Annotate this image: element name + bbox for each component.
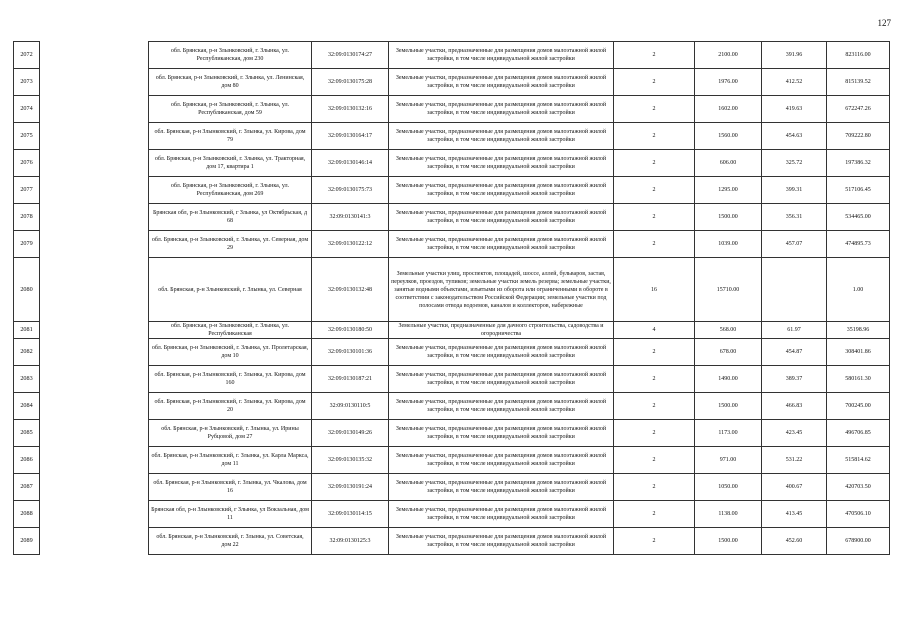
area-cell: 1050.00 bbox=[695, 474, 762, 501]
cadastral-value-cell: 823116.00 bbox=[827, 42, 890, 69]
area-cell: 1295.00 bbox=[695, 177, 762, 204]
cadastral-number-cell: 32:09:0130122:12 bbox=[312, 231, 389, 258]
group-cell: 2 bbox=[614, 393, 695, 420]
cadastral-number-cell: 32:09:0130175:28 bbox=[312, 69, 389, 96]
group-cell: 2 bbox=[614, 42, 695, 69]
spacer-cell bbox=[40, 366, 149, 393]
group-cell: 2 bbox=[614, 339, 695, 366]
area-cell: 971.00 bbox=[695, 447, 762, 474]
land-use-cell: Земельные участки, предназначенные для размещения домов малоэтажной жилой застройки, в том числе индивидуальной жилой застройки bbox=[389, 42, 614, 69]
land-use-cell: Земельные участки, предназначенные для размещения домов малоэтажной жилой застройки, в том числе индивидуальной жилой застройки bbox=[389, 447, 614, 474]
area-cell: 1500.00 bbox=[695, 204, 762, 231]
spacer-cell bbox=[40, 42, 149, 69]
address-cell: обл. Брянская, р-н Злынковский, г. Злынка, ул. Республиканская, дом 269 bbox=[149, 177, 312, 204]
row-number-cell: 2078 bbox=[14, 204, 40, 231]
specific-value-cell: 452.60 bbox=[762, 528, 827, 555]
group-cell: 2 bbox=[614, 69, 695, 96]
area-cell: 1500.00 bbox=[695, 528, 762, 555]
area-cell: 1602.00 bbox=[695, 96, 762, 123]
spacer-cell bbox=[40, 339, 149, 366]
area-cell: 606.00 bbox=[695, 150, 762, 177]
cadastral-value-cell: 700245.00 bbox=[827, 393, 890, 420]
specific-value-cell: 454.63 bbox=[762, 123, 827, 150]
group-cell: 2 bbox=[614, 474, 695, 501]
cadastral-number-cell: 32:09:0130174:27 bbox=[312, 42, 389, 69]
cadastral-value-cell: 580161.30 bbox=[827, 366, 890, 393]
table-body bbox=[14, 42, 890, 555]
area-cell: 1490.00 bbox=[695, 366, 762, 393]
group-cell: 2 bbox=[614, 420, 695, 447]
specific-value-cell: 399.31 bbox=[762, 177, 827, 204]
group-cell: 2 bbox=[614, 96, 695, 123]
table-row bbox=[14, 366, 890, 393]
address-cell: обл. Брянская, р-н Злынковский, г. Злынка, ул. Северная, дом 29 bbox=[149, 231, 312, 258]
spacer-cell bbox=[40, 447, 149, 474]
cadastral-value-cell: 496706.85 bbox=[827, 420, 890, 447]
cadastral-value-cell: 678900.00 bbox=[827, 528, 890, 555]
specific-value-cell: 413.45 bbox=[762, 501, 827, 528]
spacer-cell bbox=[40, 96, 149, 123]
table-row bbox=[14, 501, 890, 528]
group-cell: 2 bbox=[614, 366, 695, 393]
land-use-cell: Земельные участки, предназначенные для размещения домов малоэтажной жилой застройки, в том числе индивидуальной жилой застройки bbox=[389, 339, 614, 366]
area-cell: 15710.00 bbox=[695, 258, 762, 322]
group-cell: 2 bbox=[614, 447, 695, 474]
area-cell: 1500.00 bbox=[695, 393, 762, 420]
cadastral-value-cell: 515814.62 bbox=[827, 447, 890, 474]
group-cell: 4 bbox=[614, 322, 695, 339]
table-row bbox=[14, 258, 890, 322]
land-use-cell: Земельные участки, предназначенные для размещения домов малоэтажной жилой застройки, в том числе индивидуальной жилой застройки bbox=[389, 366, 614, 393]
spacer-cell bbox=[40, 258, 149, 322]
cadastral-number-cell: 32:09:0130125:3 bbox=[312, 528, 389, 555]
spacer-cell bbox=[40, 393, 149, 420]
address-cell: Брянская обл, р-н Злынковский, г Злынка, ул Октябрьская, д 68 bbox=[149, 204, 312, 231]
land-use-cell: Земельные участки, предназначенные для дачного строительства, садоводства и огородничества bbox=[389, 322, 614, 339]
specific-value-cell: 531.22 bbox=[762, 447, 827, 474]
row-number-cell: 2086 bbox=[14, 447, 40, 474]
cadastral-number-cell: 32:09:0130146:14 bbox=[312, 150, 389, 177]
area-cell: 1173.00 bbox=[695, 420, 762, 447]
land-use-cell: Земельные участки, предназначенные для размещения домов малоэтажной жилой застройки, в том числе индивидуальной жилой застройки bbox=[389, 474, 614, 501]
row-number-cell: 2072 bbox=[14, 42, 40, 69]
row-number-cell: 2073 bbox=[14, 69, 40, 96]
specific-value-cell: 389.37 bbox=[762, 366, 827, 393]
row-number-cell: 2084 bbox=[14, 393, 40, 420]
cadastral-value-cell: 815139.52 bbox=[827, 69, 890, 96]
group-cell: 2 bbox=[614, 501, 695, 528]
cadastral-number-cell: 32:09:0130187:21 bbox=[312, 366, 389, 393]
land-use-cell: Земельные участки улиц, проспектов, площадей, шоссе, аллей, бульваров, застав, переулков, проездов, тупиков; земельные участки земель резерва; земельные участки, занятые водными объектами, изъятыми из оборота или ограниченными в обороте в соответствии с законодательством Российской Федерации; земельные участки под полосами отвода водоемов, каналов и коллекторов, набережные bbox=[389, 258, 614, 322]
address-cell: обл. Брянская, р-н Злынковский, г. Злынка, ул. Кирова, дом 160 bbox=[149, 366, 312, 393]
address-cell: обл. Брянская, р-н Злынковский, г. Злынка, ул. Ирины Рубцовой, дом 27 bbox=[149, 420, 312, 447]
table-row bbox=[14, 123, 890, 150]
land-use-cell: Земельные участки, предназначенные для размещения домов малоэтажной жилой застройки, в том числе индивидуальной жилой застройки bbox=[389, 69, 614, 96]
cadastral-value-cell: 35198.96 bbox=[827, 322, 890, 339]
land-use-cell: Земельные участки, предназначенные для размещения домов малоэтажной жилой застройки, в том числе индивидуальной жилой застройки bbox=[389, 501, 614, 528]
table-row bbox=[14, 322, 890, 339]
spacer-cell bbox=[40, 420, 149, 447]
table-row bbox=[14, 393, 890, 420]
row-number-cell: 2082 bbox=[14, 339, 40, 366]
spacer-cell bbox=[40, 501, 149, 528]
cadastral-value-cell: 517106.45 bbox=[827, 177, 890, 204]
address-cell: обл. Брянская, р-н Злынковский, г. Злынка, ул. Карла Маркса, дом 11 bbox=[149, 447, 312, 474]
spacer-cell bbox=[40, 69, 149, 96]
land-use-cell: Земельные участки, предназначенные для размещения домов малоэтажной жилой застройки, в том числе индивидуальной жилой застройки bbox=[389, 96, 614, 123]
cadastral-number-cell: 32:09:0130101:36 bbox=[312, 339, 389, 366]
cadastral-number-cell: 32:09:0130149:26 bbox=[312, 420, 389, 447]
land-use-cell: Земельные участки, предназначенные для размещения домов малоэтажной жилой застройки, в том числе индивидуальной жилой застройки bbox=[389, 150, 614, 177]
address-cell: обл. Брянская, р-н Злынковский, г. Злынка, ул. Чкалова, дом 16 bbox=[149, 474, 312, 501]
cadastral-value-table bbox=[13, 41, 890, 555]
cadastral-value-cell: 672247.26 bbox=[827, 96, 890, 123]
table-row bbox=[14, 42, 890, 69]
row-number-cell: 2074 bbox=[14, 96, 40, 123]
table-row bbox=[14, 204, 890, 231]
address-cell: обл. Брянская, р-н Злынковский, г. Злынка, ул. Республиканская bbox=[149, 322, 312, 339]
address-cell: обл. Брянская, р-н Злынковский, г. Злынка, ул. Кирова, дом 20 bbox=[149, 393, 312, 420]
cadastral-number-cell: 32:09:0130180:50 bbox=[312, 322, 389, 339]
specific-value-cell bbox=[762, 258, 827, 322]
land-use-cell: Земельные участки, предназначенные для размещения домов малоэтажной жилой застройки, в том числе индивидуальной жилой застройки bbox=[389, 393, 614, 420]
spacer-cell bbox=[40, 150, 149, 177]
specific-value-cell: 356.31 bbox=[762, 204, 827, 231]
row-number-cell: 2079 bbox=[14, 231, 40, 258]
spacer-cell bbox=[40, 204, 149, 231]
table-row bbox=[14, 420, 890, 447]
cadastral-number-cell: 32:09:0130175:73 bbox=[312, 177, 389, 204]
row-number-cell: 2081 bbox=[14, 322, 40, 339]
page-number: 127 bbox=[877, 18, 891, 28]
table-row bbox=[14, 447, 890, 474]
address-cell: обл. Брянская, р-н Злынковский, г. Злынка, ул. Республиканская, дом 230 bbox=[149, 42, 312, 69]
specific-value-cell: 457.07 bbox=[762, 231, 827, 258]
cadastral-value-cell: 470506.10 bbox=[827, 501, 890, 528]
land-use-cell: Земельные участки, предназначенные для размещения домов малоэтажной жилой застройки, в том числе индивидуальной жилой застройки bbox=[389, 528, 614, 555]
table-row bbox=[14, 231, 890, 258]
area-cell: 1039.00 bbox=[695, 231, 762, 258]
spacer-cell bbox=[40, 322, 149, 339]
area-cell: 2100.00 bbox=[695, 42, 762, 69]
group-cell: 2 bbox=[614, 528, 695, 555]
spacer-cell bbox=[40, 528, 149, 555]
row-number-cell: 2087 bbox=[14, 474, 40, 501]
row-number-cell: 2088 bbox=[14, 501, 40, 528]
area-cell: 1976.00 bbox=[695, 69, 762, 96]
specific-value-cell: 454.87 bbox=[762, 339, 827, 366]
table-row bbox=[14, 339, 890, 366]
group-cell: 2 bbox=[614, 204, 695, 231]
address-cell: обл. Брянская, р-н Злынковский, г. Злынка, ул. Пролетарская, дом 10 bbox=[149, 339, 312, 366]
cadastral-number-cell: 32:09:0130110:5 bbox=[312, 393, 389, 420]
row-number-cell: 2083 bbox=[14, 366, 40, 393]
spacer-cell bbox=[40, 231, 149, 258]
cadastral-number-cell: 32:09:0130114:15 bbox=[312, 501, 389, 528]
table-row bbox=[14, 150, 890, 177]
group-cell: 2 bbox=[614, 123, 695, 150]
cadastral-value-cell: 308401.86 bbox=[827, 339, 890, 366]
row-number-cell: 2080 bbox=[14, 258, 40, 322]
cadastral-number-cell: 32:09:0130132:16 bbox=[312, 96, 389, 123]
land-use-cell: Земельные участки, предназначенные для размещения домов малоэтажной жилой застройки, в том числе индивидуальной жилой застройки bbox=[389, 123, 614, 150]
address-cell: Брянская обл, р-н Злынковский, г Злынка, ул Вокзальная, дом 11 bbox=[149, 501, 312, 528]
specific-value-cell: 400.67 bbox=[762, 474, 827, 501]
specific-value-cell: 466.83 bbox=[762, 393, 827, 420]
address-cell: обл. Брянская, р-н Злынковский, г. Злынка, ул. Тракторная, дом 17, квартира 1 bbox=[149, 150, 312, 177]
table-row bbox=[14, 177, 890, 204]
address-cell: обл. Брянская, р-н Злынковский, г. Злынка, ул. Советская, дом 22 bbox=[149, 528, 312, 555]
row-number-cell: 2077 bbox=[14, 177, 40, 204]
table-row bbox=[14, 528, 890, 555]
row-number-cell: 2085 bbox=[14, 420, 40, 447]
area-cell: 1560.00 bbox=[695, 123, 762, 150]
area-cell: 1138.00 bbox=[695, 501, 762, 528]
cadastral-value-cell: 1.00 bbox=[827, 258, 890, 322]
row-number-cell: 2089 bbox=[14, 528, 40, 555]
group-cell: 2 bbox=[614, 177, 695, 204]
specific-value-cell: 391.96 bbox=[762, 42, 827, 69]
cadastral-number-cell: 32:09:0130135:32 bbox=[312, 447, 389, 474]
cadastral-number-cell: 32:09:0130191:24 bbox=[312, 474, 389, 501]
land-use-cell: Земельные участки, предназначенные для размещения домов малоэтажной жилой застройки, в том числе индивидуальной жилой застройки bbox=[389, 204, 614, 231]
land-use-cell: Земельные участки, предназначенные для размещения домов малоэтажной жилой застройки, в том числе индивидуальной жилой застройки bbox=[389, 177, 614, 204]
cadastral-value-cell: 709222.80 bbox=[827, 123, 890, 150]
table-row bbox=[14, 474, 890, 501]
table-row bbox=[14, 96, 890, 123]
specific-value-cell: 412.52 bbox=[762, 69, 827, 96]
group-cell: 2 bbox=[614, 231, 695, 258]
address-cell: обл. Брянская, р-н Злынковский, г. Злынка, ул. Ленинская, дом 80 bbox=[149, 69, 312, 96]
specific-value-cell: 419.63 bbox=[762, 96, 827, 123]
group-cell: 16 bbox=[614, 258, 695, 322]
spacer-cell bbox=[40, 177, 149, 204]
cadastral-value-cell: 534465.00 bbox=[827, 204, 890, 231]
address-cell: обл. Брянская, р-н Злынковский, г. Злынка, ул. Республиканская, дом 59 bbox=[149, 96, 312, 123]
area-cell: 568.00 bbox=[695, 322, 762, 339]
table-row bbox=[14, 69, 890, 96]
row-number-cell: 2076 bbox=[14, 150, 40, 177]
land-use-cell: Земельные участки, предназначенные для размещения домов малоэтажной жилой застройки, в том числе индивидуальной жилой застройки bbox=[389, 231, 614, 258]
spacer-cell bbox=[40, 474, 149, 501]
address-cell: обл. Брянская, р-н Злынковский, г. Злынка, ул. Северная bbox=[149, 258, 312, 322]
cadastral-value-cell: 420703.50 bbox=[827, 474, 890, 501]
cadastral-number-cell: 32:09:0130132:48 bbox=[312, 258, 389, 322]
cadastral-value-cell: 474895.73 bbox=[827, 231, 890, 258]
specific-value-cell: 423.45 bbox=[762, 420, 827, 447]
address-cell: обл. Брянская, р-н Злынковский, г. Злынка, ул. Кирова, дом 79 bbox=[149, 123, 312, 150]
cadastral-number-cell: 32:09:0130141:3 bbox=[312, 204, 389, 231]
specific-value-cell: 325.72 bbox=[762, 150, 827, 177]
row-number-cell: 2075 bbox=[14, 123, 40, 150]
spacer-cell bbox=[40, 123, 149, 150]
cadastral-value-cell: 197386.32 bbox=[827, 150, 890, 177]
land-use-cell: Земельные участки, предназначенные для размещения домов малоэтажной жилой застройки, в том числе индивидуальной жилой застройки bbox=[389, 420, 614, 447]
cadastral-number-cell: 32:09:0130164:17 bbox=[312, 123, 389, 150]
specific-value-cell: 61.97 bbox=[762, 322, 827, 339]
area-cell: 678.00 bbox=[695, 339, 762, 366]
group-cell: 2 bbox=[614, 150, 695, 177]
